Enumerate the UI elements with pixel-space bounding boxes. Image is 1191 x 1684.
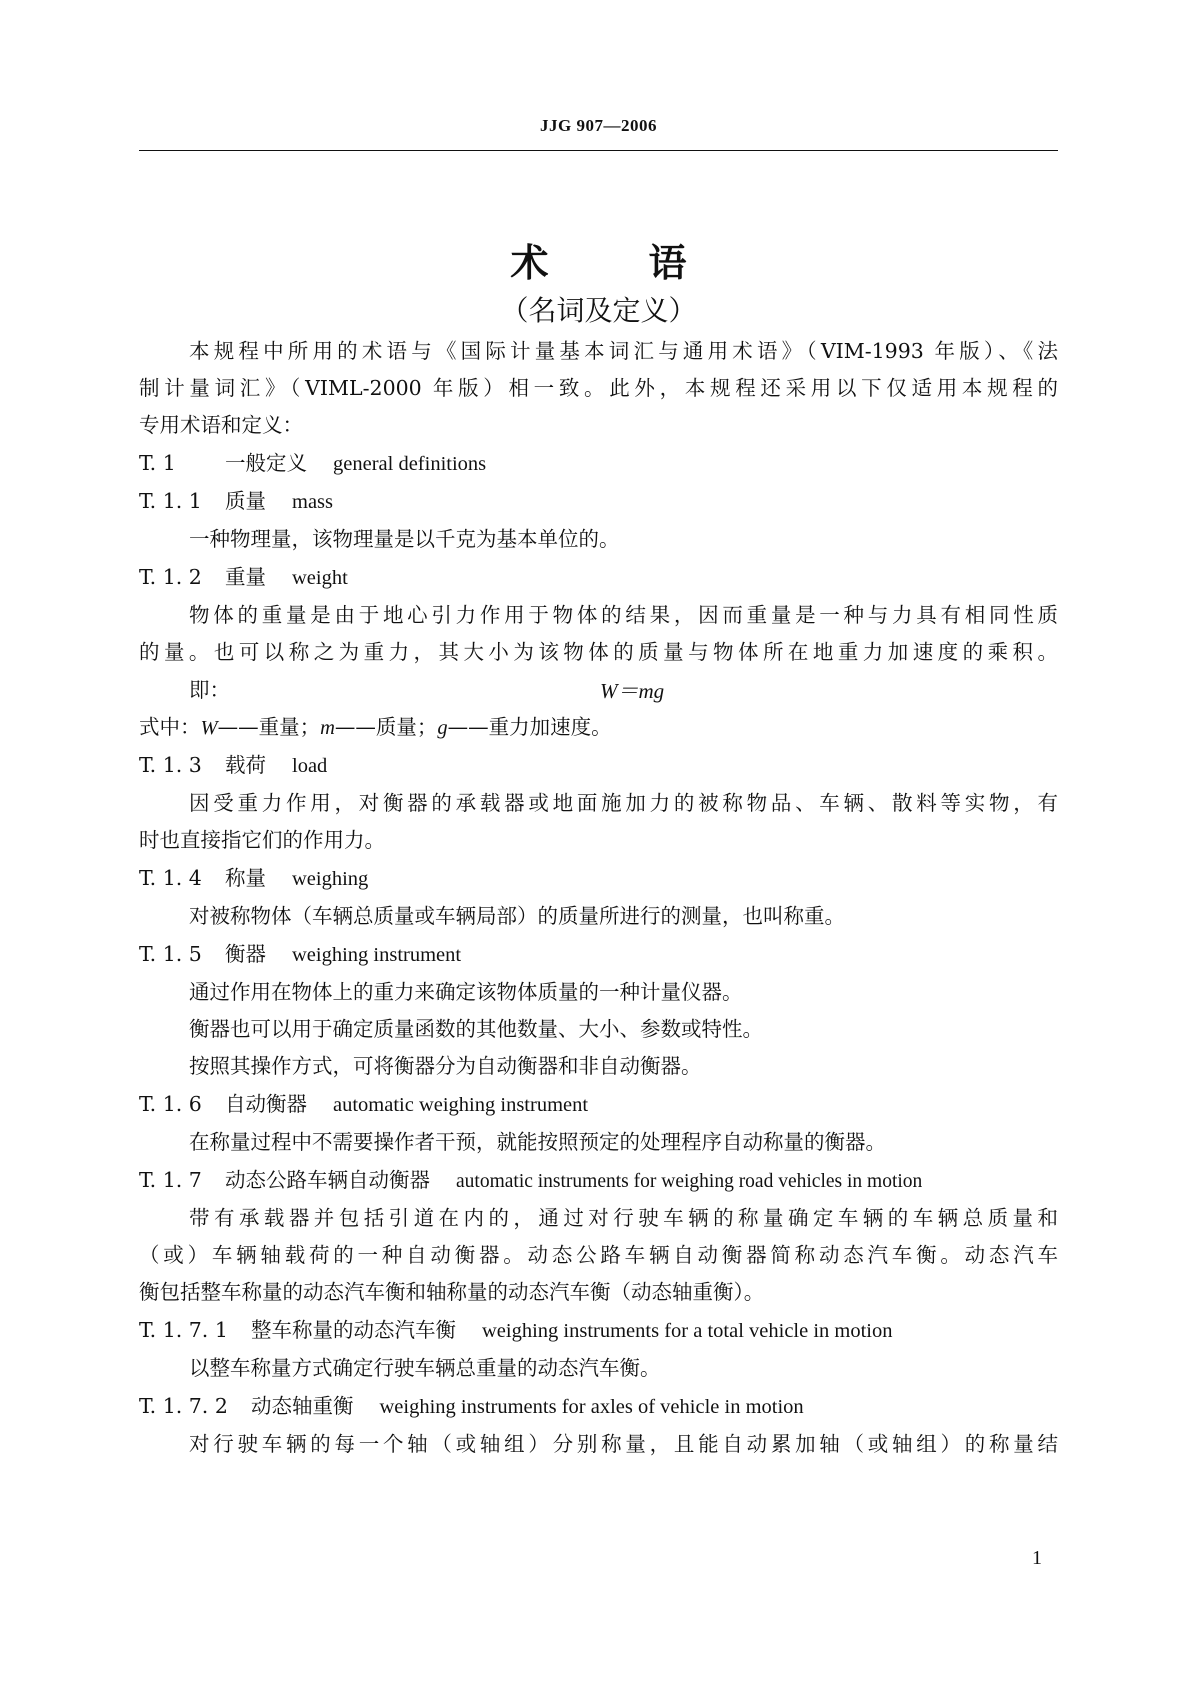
symbol-g: g bbox=[437, 717, 448, 739]
page-title bbox=[139, 232, 1058, 287]
term-heading-t1-2 bbox=[139, 562, 1058, 593]
formula: W＝mg bbox=[600, 679, 665, 703]
term-english: general definitions bbox=[333, 453, 487, 475]
definition-t1-2-line-2: 的量。也可以称之为重力，其大小为该物体的质量与物体所在地重力加速度的乘积。 bbox=[139, 640, 1058, 664]
page-number: 1 bbox=[1032, 1547, 1042, 1569]
term-chinese: 一般定义 bbox=[225, 451, 307, 475]
intro-line-2: 制计量词汇》（VIML-2000 年版）相一致。此外，本规程还采用以下仅适用本规程的 bbox=[139, 376, 1058, 400]
symbol-g-desc: ——重力加速度。 bbox=[447, 715, 612, 739]
definition-t1-7-line-3: 衡包括整车称量的动态汽车衡和轴称量的动态汽车衡（动态轴重衡）。 bbox=[139, 1280, 765, 1304]
definition-t1-7-2: 对行驶车辆的每一个轴（或轴组）分别称量，且能自动累加轴（或轴组）的称量结 bbox=[189, 1432, 1058, 1456]
term-english: load bbox=[292, 755, 328, 777]
term-heading-t1-4 bbox=[139, 863, 1058, 894]
term-heading-t1-7 bbox=[139, 1165, 1058, 1197]
term-number: T. 1. 4 bbox=[139, 866, 202, 890]
symbol-w-desc: ——重量； bbox=[217, 715, 321, 739]
header-rule bbox=[139, 150, 1058, 151]
definition-t1-5-line-1: 通过作用在物体上的重力来确定该物体质量的一种计量仪器。 bbox=[189, 980, 743, 1004]
term-english: weight bbox=[292, 567, 348, 589]
symbol-m-desc: ——质量； bbox=[334, 715, 438, 739]
term-english: automatic instruments for weighing road vehicles in motion bbox=[456, 1171, 923, 1192]
definition-t1-2-line-1: 物体的重量是由于地心引力作用于物体的结果，因而重量是一种与力具有相同性质 bbox=[189, 603, 1058, 627]
term-english: weighing instruments for a total vehicle in motion bbox=[482, 1320, 893, 1342]
definition-t1-6: 在称量过程中不需要操作者干预，就能按照预定的处理程序自动称量的衡器。 bbox=[189, 1130, 886, 1154]
title-char-2: 语 bbox=[648, 241, 687, 285]
formula-legend bbox=[139, 712, 1058, 743]
definition-t1-5-line-3: 按照其操作方式，可将衡器分为自动衡器和非自动衡器。 bbox=[189, 1054, 702, 1078]
term-english: weighing bbox=[292, 868, 369, 890]
intro-line-3: 专用术语和定义： bbox=[139, 413, 303, 437]
term-chinese: 载荷 bbox=[225, 753, 266, 777]
term-heading-t1-3 bbox=[139, 750, 1058, 781]
definition-t1-5-line-2: 衡器也可以用于确定质量函数的其他数量、大小、参数或特性。 bbox=[189, 1017, 763, 1041]
symbol-m: m bbox=[320, 717, 335, 739]
term-heading-t1-6 bbox=[139, 1089, 1058, 1120]
definition-t1-4: 对被称物体（车辆总质量或车辆局部）的质量所进行的测量，也叫称重。 bbox=[189, 904, 845, 928]
term-chinese: 整车称量的动态汽车衡 bbox=[251, 1318, 456, 1342]
term-number: T. 1. 7. 1 bbox=[139, 1318, 228, 1342]
term-english: automatic weighing instrument bbox=[333, 1094, 589, 1116]
term-heading-t1-1 bbox=[139, 486, 1058, 517]
page-subtitle: （名词及定义） bbox=[500, 294, 697, 327]
term-number: T. 1 bbox=[139, 451, 176, 475]
term-number: T. 1. 6 bbox=[139, 1092, 202, 1116]
term-number: T. 1. 7. 2 bbox=[139, 1394, 228, 1418]
legend-prefix: 式中： bbox=[139, 715, 201, 739]
term-heading-t1-7-1 bbox=[139, 1315, 1058, 1346]
term-chinese: 质量 bbox=[225, 489, 266, 513]
definition-t1-7-1: 以整车称量方式确定行驶车辆总重量的动态汽车衡。 bbox=[189, 1356, 661, 1380]
term-number: T. 1. 2 bbox=[139, 565, 202, 589]
symbol-w: W bbox=[200, 717, 218, 739]
term-chinese: 衡器 bbox=[225, 942, 266, 966]
term-chinese: 重量 bbox=[225, 565, 266, 589]
term-english: weighing instruments for axles of vehicle in motion bbox=[379, 1396, 804, 1418]
document-code-header: JJG 907—2006 bbox=[540, 116, 657, 135]
term-english: mass bbox=[292, 491, 333, 513]
term-chinese: 动态轴重衡 bbox=[251, 1394, 354, 1418]
definition-t1-7-line-1: 带有承载器并包括引道在内的，通过对行驶车辆的称量确定车辆的车辆总质量和 bbox=[189, 1206, 1058, 1230]
term-number: T. 1. 1 bbox=[139, 489, 202, 513]
title-char-1: 术 bbox=[510, 241, 549, 285]
term-english: weighing instrument bbox=[292, 944, 462, 966]
term-number: T. 1. 7 bbox=[139, 1168, 202, 1192]
term-number: T. 1. 5 bbox=[139, 942, 202, 966]
definition-t1-1: 一种物理量，该物理量是以千克为基本单位的。 bbox=[189, 527, 620, 551]
term-chinese: 自动衡器 bbox=[225, 1092, 307, 1116]
term-heading-t1-5 bbox=[139, 939, 1058, 970]
definition-t1-3-line-1: 因受重力作用，对衡器的承载器或地面施加力的被称物品、车辆、散料等实物，有 bbox=[189, 791, 1058, 815]
term-number: T. 1. 3 bbox=[139, 753, 202, 777]
definition-t1-3-line-2: 时也直接指它们的作用力。 bbox=[139, 828, 385, 852]
definition-t1-7-line-2: （或）车辆轴载荷的一种自动衡器。动态公路车辆自动衡器简称动态汽车衡。动态汽车 bbox=[139, 1243, 1058, 1267]
intro-line-1: 本规程中所用的术语与《国际计量基本词汇与通用术语》（VIM-1993 年版）、《法 bbox=[189, 339, 1058, 363]
term-chinese: 动态公路车辆自动衡器 bbox=[225, 1168, 430, 1192]
formula-intro: 即： bbox=[189, 678, 230, 702]
term-chinese: 称量 bbox=[225, 866, 266, 890]
term-heading-t1-7-2 bbox=[139, 1391, 1058, 1422]
term-heading-t1 bbox=[139, 448, 1058, 479]
